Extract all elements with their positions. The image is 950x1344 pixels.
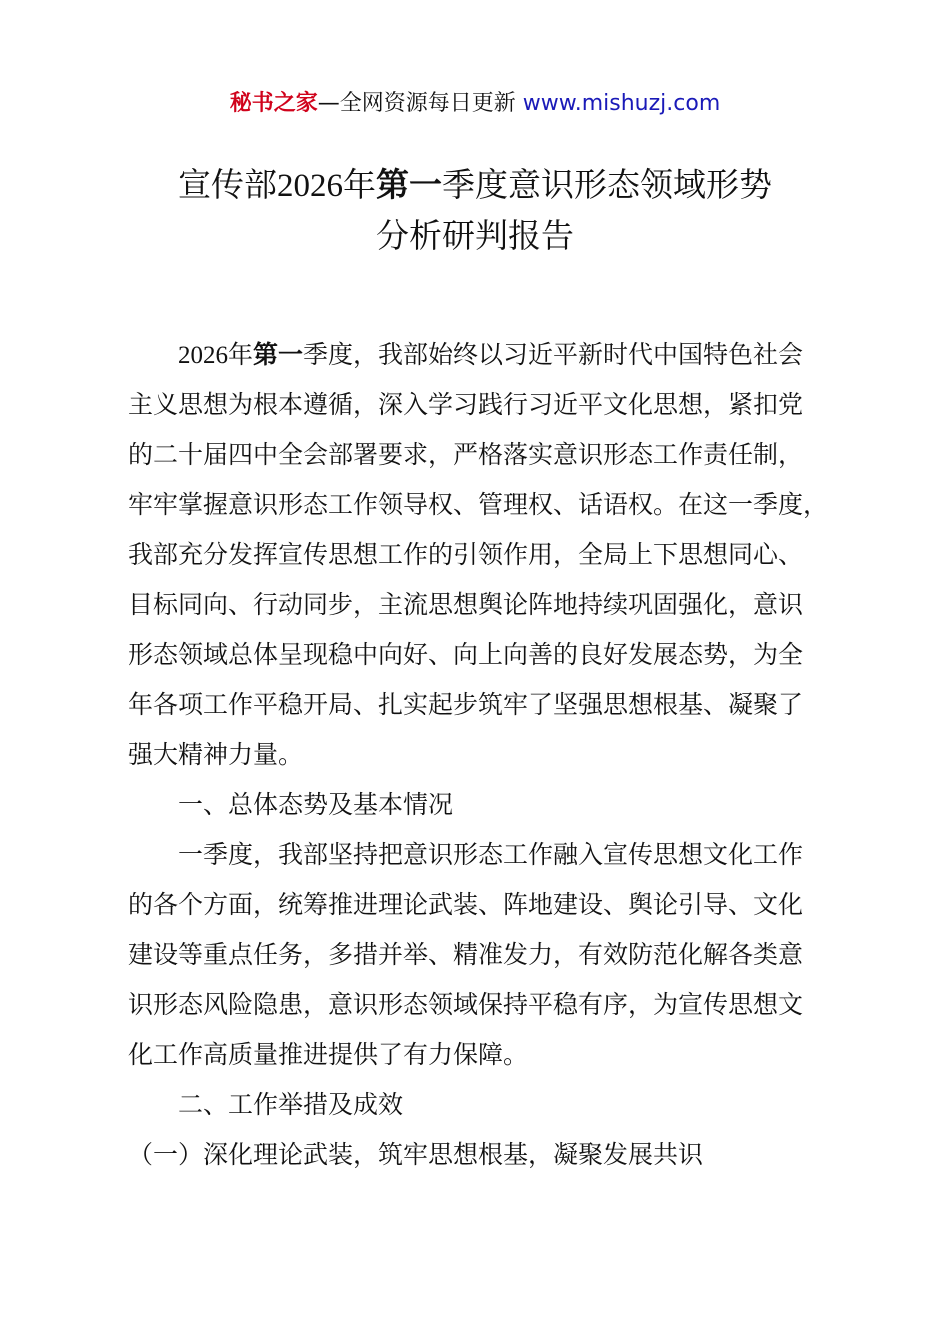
paragraph-line: 的二十届四中全会部署要求，严格落实意识形态工作责任制， [128,440,804,469]
site-url[interactable]: www.mishuzj.com [522,91,721,116]
title-line-1: 宣传部2026年第一季度意识形态领域形势 [178,165,772,204]
paragraph-line: 我部充分发挥宣传思想工作的引领作用，全局上下思想同心、 [128,540,804,569]
paragraph-line: 一季度，我部坚持把意识形态工作融入宣传思想文化工作 [178,840,804,869]
paragraph-line: 识形态风险隐患，意识形态领域保持平稳有序，为宣传思想文 [128,990,804,1019]
document-body [128,330,833,1180]
paragraph-line: 的各个方面，统筹推进理论武装、阵地建设、舆论引导、文化 [128,890,804,919]
site-banner [0,88,950,120]
section-1-paragraph [128,830,833,1080]
brand-name: 秘书之家 [229,91,318,116]
document-title [0,160,950,261]
subsection-heading: （一）深化理论武装，筑牢思想根基，凝聚发展共识 [128,1140,704,1169]
paragraph-line: 化工作高质量推进提供了有力保障。 [128,1040,529,1069]
paragraph-line: 主义思想为根本遵循，深入学习践行习近平文化思想，紧扣党 [128,390,804,419]
section-heading-2: 二、工作举措及成效 [178,1090,404,1119]
paragraph-line: 2026年第一季度，我部始终以习近平新时代中国特色社会 [178,340,804,369]
banner-slogan: —全网资源每日更新 [317,91,523,116]
paragraph-line: 目标同向、行动同步，主流思想舆论阵地持续巩固强化，意识 [128,590,804,619]
title-line-2: 分析研判报告 [376,216,574,255]
section-heading-1: 一、总体态势及基本情况 [178,790,454,819]
paragraph-line: 牢牢掌握意识形态工作领导权、管理权、话语权。在这一季度， [128,490,829,519]
paragraph-line: 建设等重点任务，多措并举、精准发力，有效防范化解各类意 [128,940,804,969]
paragraph-line: 强大精神力量。 [128,740,304,769]
intro-paragraph [128,330,833,780]
paragraph-line: 年各项工作平稳开局、扎实起步筑牢了坚强思想根基、凝聚了 [128,690,804,719]
paragraph-line: 形态领域总体呈现稳中向好、向上向善的良好发展态势，为全 [128,640,804,669]
